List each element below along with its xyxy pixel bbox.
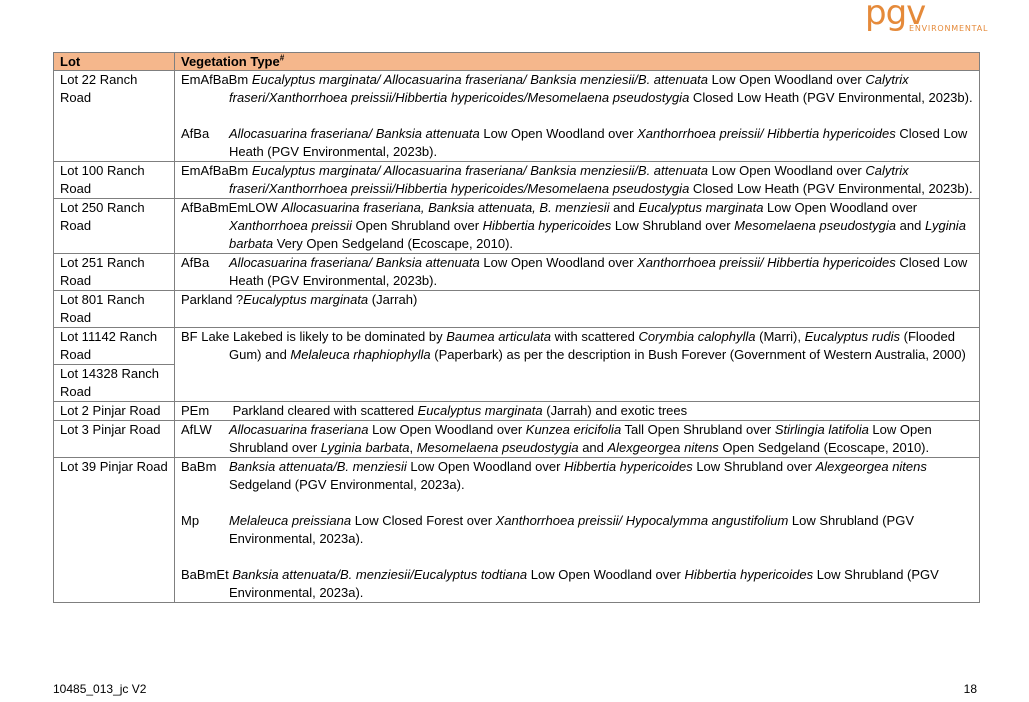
species-name: Stirlingia latifolia <box>774 422 869 437</box>
vegetation-entry <box>181 125 973 161</box>
document-reference: 10485_013_jc V2 <box>53 682 147 696</box>
vegetation-cell <box>175 71 980 162</box>
description-text: (Marri), <box>755 329 805 344</box>
vegetation-cell <box>175 328 980 402</box>
species-name: Xanthorrhoea preissii/ Hibbertia hypericoides <box>637 255 896 270</box>
lot-cell: Lot 100 Ranch Road <box>54 162 175 199</box>
species-name: Eucalyptus marginata/ Allocasuarina fraseriana/ Banksia menziesii/B. attenuata <box>251 163 709 178</box>
species-name: Eucalyptus marginata <box>638 200 764 215</box>
description-text: Tall Open Shrubland over <box>621 422 775 437</box>
description-text: ? <box>232 292 244 307</box>
description-text: Parkland cleared with scattered <box>229 403 418 418</box>
table-header-row <box>54 53 980 71</box>
description-text: Lakebed is likely to be dominated by <box>229 329 447 344</box>
species-name: Hibbertia hypericoides <box>482 218 612 233</box>
species-name: Alexgeorgea nitens <box>607 440 719 455</box>
description-text: Low Open Woodland over <box>368 422 526 437</box>
vegetation-code: AfLW <box>181 422 212 437</box>
lot-cell: Lot 251 Ranch Road <box>54 254 175 291</box>
species-name: Mesomelaena pseudostygia <box>416 440 579 455</box>
species-name: Lyginia barbata <box>229 218 966 251</box>
species-name: Eucalyptus marginata <box>417 403 543 418</box>
description-text: Open Shrubland over <box>351 218 483 233</box>
description-text: Low Open Woodland over <box>479 126 638 141</box>
description-text: Low Open Woodland over <box>527 567 685 582</box>
table-row <box>54 402 980 421</box>
species-name: Hibbertia hypericoides <box>564 459 693 474</box>
description-text: Low Shrubland over <box>611 218 735 233</box>
description-text: Open Sedgeland (Ecoscape, 2010). <box>718 440 930 455</box>
vegetation-code: AfBa <box>181 126 210 141</box>
header-footnote-mark: # <box>279 53 285 63</box>
logo-mark: pgv <box>865 0 926 33</box>
vegetation-cell <box>175 458 980 603</box>
species-name: Corymbia calophylla <box>638 329 756 344</box>
species-name: Melaleuca preissiana <box>229 513 352 528</box>
species-name: Eucalyptus marginata/ Allocasuarina fraseriana/ Banksia menziesii/B. attenuata <box>251 72 709 87</box>
vegetation-cell <box>175 421 980 458</box>
page-number: 18 <box>963 682 977 696</box>
description-text: and <box>609 200 639 215</box>
species-name: Lyginia barbata <box>320 440 410 455</box>
description-text: Low Closed Forest over <box>351 513 496 528</box>
species-name: Kunzea ericifolia <box>525 422 622 437</box>
species-name: Allocasuarina fraseriana/ Banksia attenuata <box>229 255 480 270</box>
species-name: Xanthorrhoea preissii/ Hibbertia hypericoides <box>637 126 896 141</box>
species-name: Melaleuca rhaphiophylla <box>290 347 431 362</box>
vegetation-table <box>53 52 980 603</box>
species-name: Allocasuarina fraseriana, Banksia attenuata, B. menziesii <box>281 200 610 215</box>
species-name: Calytrix fraseri/Xanthorrhoea preissii/Hibbertia hypericoides/Mesomelaena pseudostygia <box>229 163 909 196</box>
description-text: Low Open Woodland over <box>708 72 866 87</box>
vegetation-entry <box>181 421 973 457</box>
vegetation-code: EmAfBaBm <box>181 72 249 87</box>
table-row <box>54 199 980 254</box>
description-text: Closed Low Heath (PGV Environmental, 2023b). <box>229 126 968 159</box>
species-name: Calytrix fraseri/Xanthorrhoea preissii/Hibbertia hypericoides/Mesomelaena pseudostygia <box>229 72 909 105</box>
vegetation-code: Parkland <box>181 292 233 307</box>
description-text: Low Open Shrubland over <box>229 422 932 455</box>
table-row <box>54 291 980 328</box>
vegetation-entry <box>181 291 973 309</box>
description-text: Very Open Sedgeland (Ecoscape, 2010). <box>273 236 514 251</box>
vegetation-entry <box>181 162 973 198</box>
vegetation-code: Mp <box>181 513 200 528</box>
species-name: Allocasuarina fraseriana <box>229 422 369 437</box>
vegetation-code: AfBaBmEmLOW <box>181 200 278 215</box>
header-vegetation-type <box>175 53 980 71</box>
vegetation-code: BaBm <box>181 459 217 474</box>
description-text: Low Open Woodland over <box>763 200 918 215</box>
description-text: and <box>578 440 608 455</box>
vegetation-cell <box>175 254 980 291</box>
description-text: Low Shrubland (PGV Environmental, 2023a). <box>229 513 915 546</box>
lot-cell: Lot 3 Pinjar Road <box>54 421 175 458</box>
lot-cell: Lot 14328 Ranch Road <box>54 365 175 402</box>
header-lot: Lot <box>54 53 175 71</box>
table-row <box>54 162 980 199</box>
table-body <box>54 71 980 603</box>
description-text: (Jarrah) <box>368 292 418 307</box>
vegetation-cell <box>175 199 980 254</box>
vegetation-entry <box>181 328 973 364</box>
lot-cell: Lot 801 Ranch Road <box>54 291 175 328</box>
vegetation-entry <box>181 71 973 107</box>
vegetation-code: PEm <box>181 403 210 418</box>
description-text: Closed Low Heath (PGV Environmental, 2023b). <box>689 181 973 196</box>
species-name: Allocasuarina fraseriana/ Banksia attenuata <box>229 126 480 141</box>
vegetation-code: BaBmEt <box>181 567 229 582</box>
species-name: Xanthorrhoea preissii <box>229 218 352 233</box>
vegetation-entry <box>181 458 973 494</box>
vegetation-entry <box>181 199 973 253</box>
description-text: Closed Low Heath (PGV Environmental, 2023b). <box>229 255 968 288</box>
table-row <box>54 458 980 603</box>
vegetation-entry <box>181 254 973 290</box>
species-name: Hibbertia hypericoides <box>684 567 814 582</box>
description-text: Sedgeland (PGV Environmental, 2023a). <box>229 477 465 492</box>
table-row <box>54 328 980 365</box>
species-name: Banksia attenuata/B. menziesii <box>229 459 407 474</box>
company-logo <box>865 0 989 38</box>
species-name: Eucalyptus marginata <box>243 292 369 307</box>
lot-cell: Lot 250 Ranch Road <box>54 199 175 254</box>
vegetation-entry <box>181 512 973 548</box>
species-name: Baumea articulata <box>446 329 552 344</box>
header-vegetation-type-label: Vegetation Type <box>181 54 280 69</box>
vegetation-cell <box>175 291 980 328</box>
description-text: Closed Low Heath (PGV Environmental, 2023b). <box>689 90 973 105</box>
vegetation-cell <box>175 402 980 421</box>
lot-cell: Lot 39 Pinjar Road <box>54 458 175 603</box>
description-text: Low Open Woodland over <box>708 163 866 178</box>
table-row <box>54 71 980 162</box>
vegetation-code: EmAfBaBm <box>181 163 249 178</box>
description-text: (Jarrah) and exotic trees <box>542 403 688 418</box>
lot-cell: Lot 2 Pinjar Road <box>54 402 175 421</box>
species-name: Eucalyptus rudis <box>804 329 901 344</box>
vegetation-entry <box>181 566 973 602</box>
lot-cell: Lot 22 Ranch Road <box>54 71 175 162</box>
vegetation-cell <box>175 162 980 199</box>
description-text: , <box>409 440 417 455</box>
species-name: Alexgeorgea nitens <box>815 459 927 474</box>
logo-subtitle: ENVIRONMENTAL <box>909 24 989 33</box>
table-row <box>54 421 980 458</box>
table-row <box>54 254 980 291</box>
description-text: (Paperbark) as per the description in Bush Forever (Government of Western Australia, 2000) <box>430 347 966 362</box>
vegetation-code: BF Lake <box>181 329 230 344</box>
vegetation-entry <box>181 402 973 420</box>
species-name: Banksia attenuata/B. menziesii/Eucalyptus todtiana <box>232 567 528 582</box>
description-text: Low Open Woodland over <box>406 459 565 474</box>
description-text: Low Shrubland (PGV Environmental, 2023a). <box>229 567 939 600</box>
description-text: Low Shrubland over <box>692 459 816 474</box>
description-text: and <box>896 218 925 233</box>
vegetation-code: AfBa <box>181 255 210 270</box>
description-text: (Flooded Gum) and <box>229 329 955 362</box>
description-text: Low Open Woodland over <box>479 255 638 270</box>
species-name: Xanthorrhoea preissii/ Hypocalymma angustifolium <box>495 513 789 528</box>
species-name: Mesomelaena pseudostygia <box>734 218 897 233</box>
description-text: with scattered <box>551 329 639 344</box>
lot-cell: Lot 11142 Ranch Road <box>54 328 175 365</box>
